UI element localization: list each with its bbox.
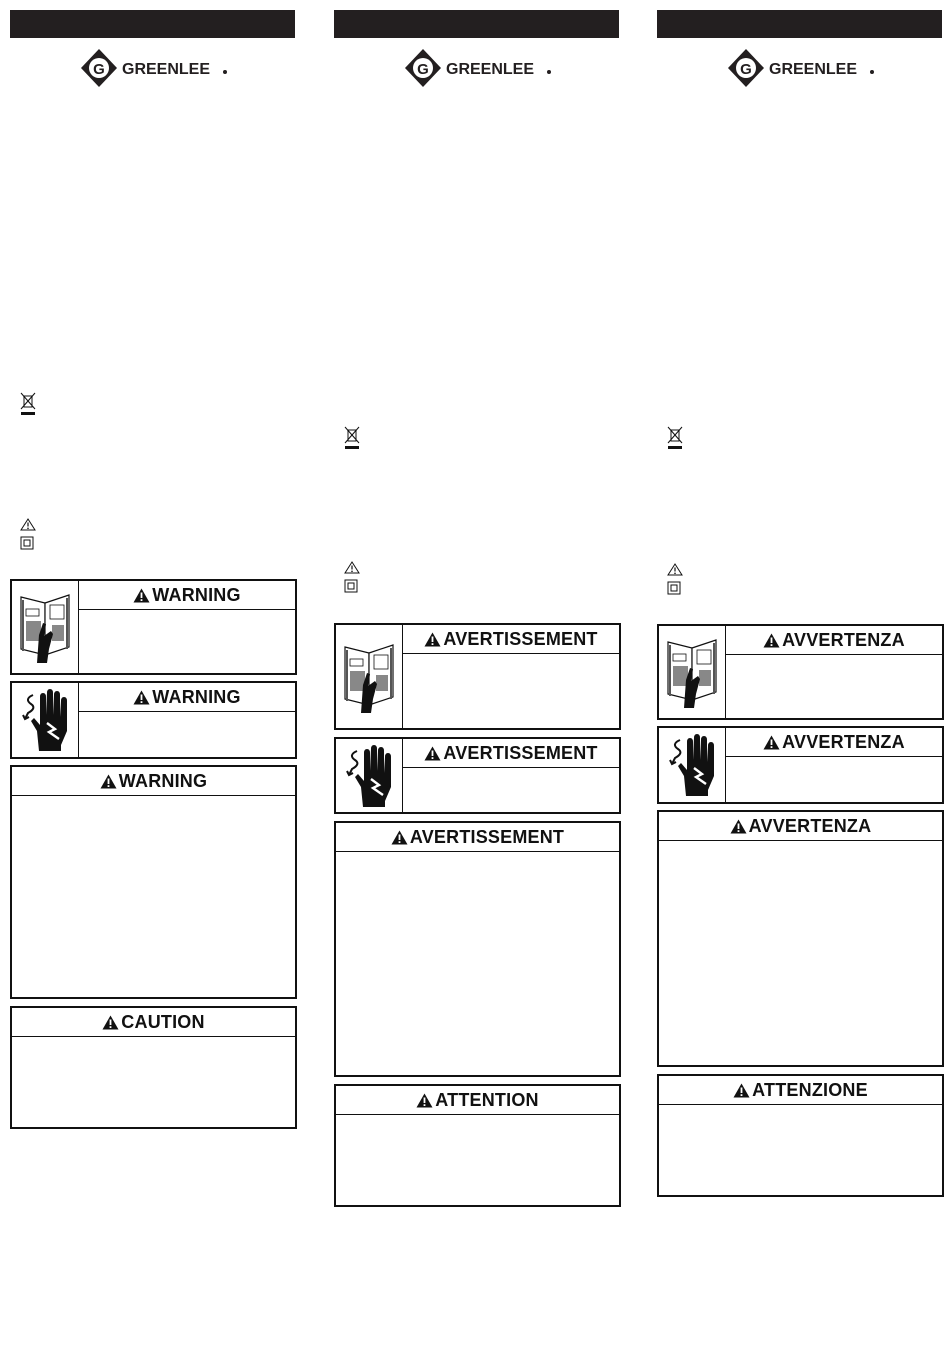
warning-label: AVERTISSEMENT bbox=[409, 826, 565, 847]
caution-label: ATTENZIONE bbox=[752, 1079, 868, 1100]
warning-header bbox=[659, 812, 942, 841]
warning-read-manual-box bbox=[657, 624, 944, 720]
warning-main-box bbox=[10, 765, 297, 999]
top-bar bbox=[10, 10, 295, 38]
warning-header bbox=[403, 625, 619, 654]
warning-triangle-icon bbox=[730, 819, 747, 834]
caution-label: ATTENTION bbox=[435, 1089, 539, 1110]
warning-triangle-icon bbox=[416, 1093, 433, 1108]
warning-label: AVERTISSEMENT bbox=[443, 742, 598, 763]
logo-letter: G bbox=[92, 61, 105, 78]
caution-header bbox=[659, 1076, 942, 1105]
warning-triangle-icon bbox=[20, 518, 36, 536]
column-french bbox=[334, 0, 619, 1353]
read-manual-icon-cell bbox=[12, 581, 79, 673]
read-manual-icon-cell bbox=[659, 626, 726, 718]
double-square-icon bbox=[344, 579, 358, 598]
warning-triangle-icon bbox=[133, 588, 150, 603]
warning-header bbox=[79, 683, 295, 712]
warning-header bbox=[726, 626, 942, 655]
warning-triangle-icon bbox=[133, 690, 150, 705]
warning-triangle-icon bbox=[424, 632, 441, 647]
warning-main-box bbox=[657, 810, 944, 1067]
warning-label: WARNING bbox=[152, 584, 241, 605]
read-manual-icon bbox=[341, 639, 397, 715]
caution-box bbox=[334, 1084, 621, 1207]
shock-icon-cell bbox=[659, 728, 726, 802]
warning-label: AVVERTENZA bbox=[782, 629, 905, 650]
warning-label: WARNING bbox=[152, 686, 241, 707]
logo-letter: G bbox=[416, 61, 429, 78]
warning-triangle-icon bbox=[733, 1083, 750, 1098]
caution-label: CAUTION bbox=[121, 1011, 205, 1032]
warning-label: AVVERTENZA bbox=[782, 731, 905, 752]
warning-triangle-icon bbox=[763, 633, 780, 648]
warning-triangle-icon bbox=[100, 774, 117, 789]
warning-triangle-icon bbox=[667, 563, 683, 581]
greenlee-logo bbox=[657, 46, 942, 90]
caution-box bbox=[657, 1074, 944, 1197]
warning-triangle-icon bbox=[344, 561, 360, 579]
warning-shock-box bbox=[10, 681, 297, 759]
warning-header bbox=[336, 823, 619, 852]
shock-icon-cell bbox=[336, 739, 403, 812]
caution-box bbox=[10, 1006, 297, 1129]
greenlee-logo bbox=[334, 46, 619, 90]
read-manual-icon bbox=[664, 634, 720, 710]
greenlee-logo bbox=[10, 46, 295, 90]
warning-label: WARNING bbox=[118, 770, 208, 791]
warning-triangle-icon bbox=[391, 830, 408, 845]
top-bar bbox=[334, 10, 619, 38]
warning-shock-box bbox=[334, 737, 621, 814]
warning-shock-box bbox=[657, 726, 944, 804]
warning-read-manual-box bbox=[10, 579, 297, 675]
double-square-icon bbox=[20, 536, 34, 555]
warning-header bbox=[79, 581, 295, 610]
caution-header bbox=[12, 1008, 295, 1037]
double-square-icon bbox=[667, 581, 681, 600]
top-bar bbox=[657, 10, 942, 38]
warning-header bbox=[726, 728, 942, 757]
shock-icon-cell bbox=[12, 683, 79, 757]
warning-label: AVERTISSEMENT bbox=[443, 628, 598, 649]
crossed-bin-icon bbox=[344, 426, 360, 456]
warning-label: AVVERTENZA bbox=[748, 815, 872, 836]
warning-header bbox=[403, 739, 619, 768]
read-manual-icon-cell bbox=[336, 625, 403, 728]
warning-read-manual-box bbox=[334, 623, 621, 730]
brand-name: GREENLEE bbox=[121, 61, 210, 78]
column-italian bbox=[657, 0, 942, 1353]
electric-shock-hand-icon bbox=[668, 732, 716, 798]
column-english bbox=[10, 0, 295, 1353]
warning-triangle-icon bbox=[424, 746, 441, 761]
caution-header bbox=[336, 1086, 619, 1115]
warning-header bbox=[12, 767, 295, 796]
crossed-bin-icon bbox=[667, 426, 683, 456]
crossed-bin-icon bbox=[20, 392, 36, 422]
warning-triangle-icon bbox=[763, 735, 780, 750]
logo-letter: G bbox=[739, 61, 752, 78]
electric-shock-hand-icon bbox=[345, 743, 393, 809]
warning-triangle-icon bbox=[102, 1015, 119, 1030]
warning-main-box bbox=[334, 821, 621, 1077]
read-manual-icon bbox=[17, 589, 73, 665]
brand-name: GREENLEE bbox=[445, 61, 534, 78]
brand-name: GREENLEE bbox=[768, 61, 857, 78]
electric-shock-hand-icon bbox=[21, 687, 69, 753]
